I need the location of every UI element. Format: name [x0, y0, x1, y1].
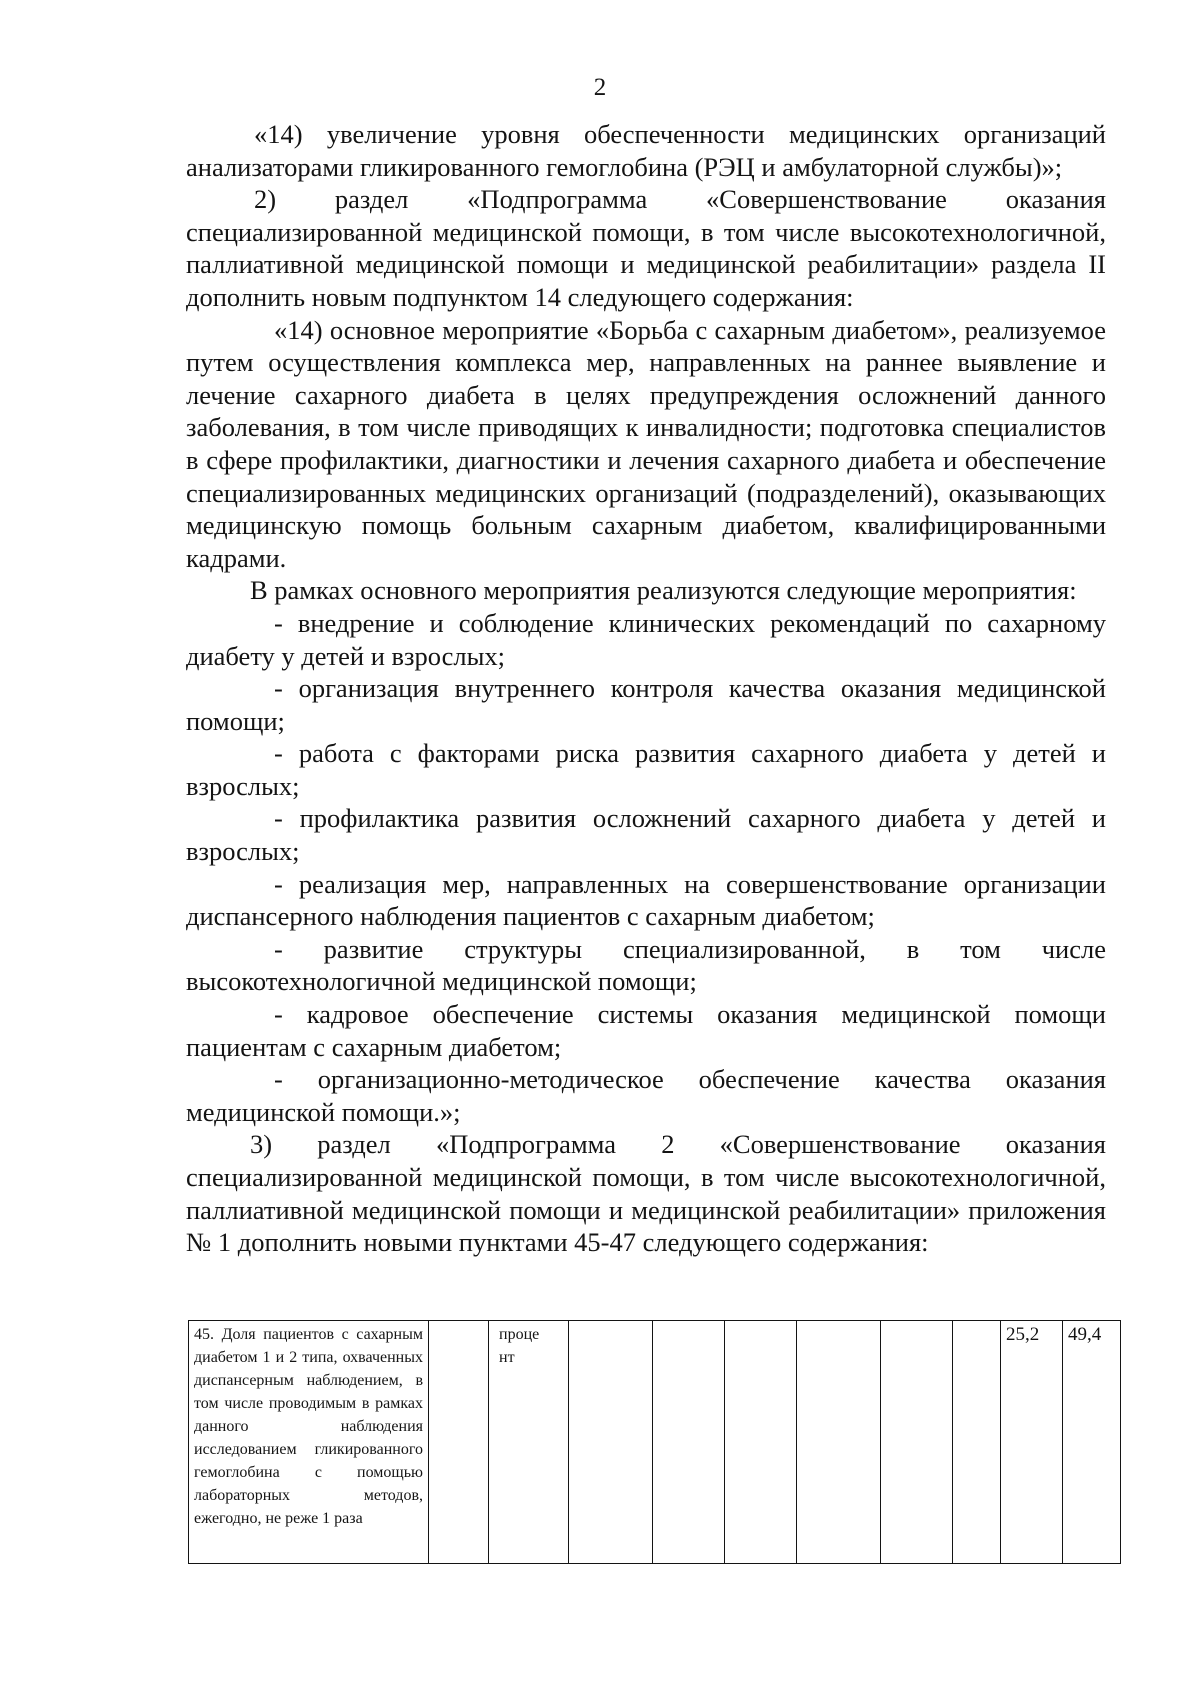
- paragraph-diabetes-measure: «14) основное мероприятие «Борьба с сахарным диабетом», реализуемое путем осуществления комплекса мер, направленных на раннее выявление и лечение сахарного диабета в целях предупреждения осложнений данного заболевания, в том числе приводящих к инвалидности; подготовка специалистов в сфере профилактики, диагностики и лечения сахарного диабета и обеспечение специализированных медицинских организаций (подразделений), оказывающих медицинскую помощь больным сахарным диабетом, квалифицированными кадрами.: [186, 314, 1106, 573]
- unit-text: процент: [499, 1326, 540, 1366]
- table-cell-empty: [881, 1321, 953, 1564]
- list-item: - профилактика развития осложнений сахарного диабета у детей и взрослых;: [186, 803, 1106, 867]
- indicator-table: [188, 1320, 1121, 1564]
- paragraph-measures-intro: В рамках основного мероприятия реализуются следующие мероприятия:: [250, 575, 1077, 606]
- page-number: 2: [593, 74, 607, 101]
- unit-cell: [489, 1321, 569, 1564]
- table-cell-empty: [429, 1321, 489, 1564]
- list-item: - развитие структуры специализированной, в том числе высокотехнологичной медицинской помощи;: [186, 933, 1106, 997]
- value-cell-2: 49,4: [1063, 1321, 1121, 1564]
- table-cell-empty: [797, 1321, 881, 1564]
- table-cell-empty: [569, 1321, 653, 1564]
- table-cell-empty: [953, 1321, 1001, 1564]
- list-item: - реализация мер, направленных на совершенствование организации диспансерного наблюдения пациентов с сахарным диабетом;: [186, 868, 1106, 932]
- list-item: - кадровое обеспечение системы оказания медицинской помощи пациентам с сахарным диабетом;: [186, 999, 1106, 1062]
- value-cell-1: 25,2: [1001, 1321, 1063, 1564]
- list-item: - организационно-методическое обеспечение качества оказания медицинской помощи.»;: [186, 1064, 1106, 1127]
- paragraph-item-14-analyzers: «14) увеличение уровня обеспеченности медицинских организаций анализаторами гликированного гемоглобина (РЭЦ и амбулаторной службы)»;: [186, 119, 1106, 182]
- list-item: - внедрение и соблюдение клинических рекомендаций по сахарному диабету у детей и взрослых;: [186, 607, 1106, 671]
- indicator-name-cell: 45. Доля пациентов с сахарным диабетом 1 и 2 типа, охваченных диспансерным наблюдением, в том числе проводимым в рамках данного наблюдения исследованием гликированного гемоглобина с помощью лабораторных методов, ежегодно, не реже 1 раза: [189, 1321, 429, 1564]
- table-row: [189, 1321, 1121, 1564]
- paragraph-section-2: 2) раздел «Подпрограмма «Совершенствование оказания специализированной медицинской помощи, в том числе высокотехнологичной, паллиативной медицинской помощи и медицинской реабилитации» раздела II дополнить новым подпунктом 14 следующего содержания:: [186, 184, 1106, 312]
- list-item: - организация внутреннего контроля качества оказания медицинской помощи;: [186, 673, 1106, 736]
- paragraph-section-3: 3) раздел «Подпрограмма 2 «Совершенствование оказания специализированной медицинской помощи, в том числе высокотехнологичной, паллиативной медицинской помощи и медицинской реабилитации» приложения № 1 дополнить новыми пунктами 45-47 следующего содержания:: [186, 1129, 1106, 1258]
- document-body: [186, 118, 1106, 1259]
- table-cell-empty: [653, 1321, 725, 1564]
- table-cell-empty: [725, 1321, 797, 1564]
- list-item: - работа с факторами риска развития сахарного диабета у детей и взрослых;: [186, 738, 1106, 801]
